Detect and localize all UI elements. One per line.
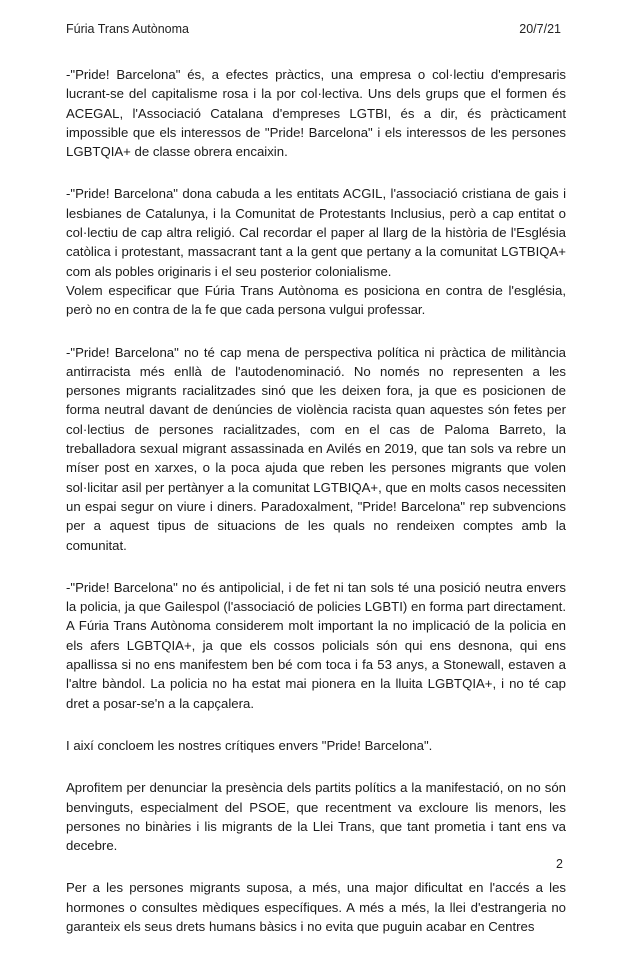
paragraph-migrants: Per a les persones migrants suposa, a més, una major dificultat en l'accés a les hormones o consultes mèdiques específiques. A més a més, la llei d'estrangeria no garanteix els seus drets humans bàsics i no evita que puguin acabar en Centres xyxy=(66,880,566,934)
document-body xyxy=(66,65,566,959)
paragraph-partits-politics: Aprofitem per denunciar la presència dels partits polítics a la manifestació, on no són benvinguts, especialment del PSOE, que recentment va excloure lis menors, les persones no binàries i lis migrants de la Llei Trans, que tant prometia i tant ens va decebre. xyxy=(66,780,566,854)
paragraph-religio: -"Pride! Barcelona" dona cabuda a les entitats ACGIL, l'associació cristiana de gais i lesbianes de Catalunya, i la Comunitat de Protestants Inclusius, però a cap entitat o col·lectiu de cap altra religió. Cal recordar el paper al llarg de la història de l'Església catòlica i protestant, massacrant tant a la gent que pertany a la comunitat LGTBIQA+ com als pobles originaris i el seu posterior colonialisme. xyxy=(66,186,566,279)
document-date: 20/7/21 xyxy=(519,22,561,36)
paragraph-antirracisme: -"Pride! Barcelona" no té cap mena de perspectiva política ni pràctica de militància antirracista més enllà de l'autodenominació. No només no representen a les persones migrants racialitzades sinó que les deixen fora, ja que es posicionen de forma neutral davant de denúncies de violència racista quan aquestes són fetes per col·lectius de persones racialitzades, com en el cas de Paloma Barreto, la treballadora sexual migrant assassinada en Avilés en 2019, que tan sols va rebre un míser post en xarxes, o la poca ajuda que reben les persones migrants que volen sol·licitar asil per pertànyer a la comunitat LGTBIQA+, que en molts casos necessiten un espai segur on viure i diners. Paradoxalment, "Pride! Barcelona" rep subvencions per a aquest tipus de situacions de les quals no rendeixen comptes amb la comunitat. xyxy=(66,344,566,553)
document-title: Fúria Trans Autònoma xyxy=(66,22,189,36)
paragraph-policia: -"Pride! Barcelona" no és antipolicial, i de fet ni tan sols té una posició neutra envers la policia, ja que Gailespol (l'associació de policies LGBTI) en forma part directament. A Fúria Trans Autònoma considerem molt important la no implicació de la policia en els afers LGBTQIA+, ja que els cossos policials són qui ens desnona, qui ens apallissa si no ens manifestem ben bé com toca i fa 53 anys, a Stonewall, estaven a l'altre bàndol. La policia no ha estat mai pionera en la lluita LGBTQIA+, i no té cap dret a posar-se'n a la capçalera. xyxy=(66,579,566,711)
page-number: 2 xyxy=(556,857,563,871)
paragraph-esglesia: Volem especificar que Fúria Trans Autònoma es posiciona en contra de l'església, però no en contra de la fe que cada persona vulgui professar. xyxy=(66,282,566,318)
paragraph-capitalisme-rosa: -"Pride! Barcelona" és, a efectes pràctics, una empresa o col·lectiu d'empresaris lucrant-se del capitalisme rosa i la por col·lectiva. Uns dels grups que el formen és ACEGAL, l'Associació Catalana d'empreses LGTBI, és a dir, és pràcticament impossible que els interessos de "Pride! Barcelona" i els interessos de les persones LGBTQIA+ de classe obrera encaixin. xyxy=(66,67,566,160)
page-header xyxy=(66,22,561,36)
paragraph-conclusio: I així concloem les nostres crítiques envers "Pride! Barcelona". xyxy=(66,737,433,753)
